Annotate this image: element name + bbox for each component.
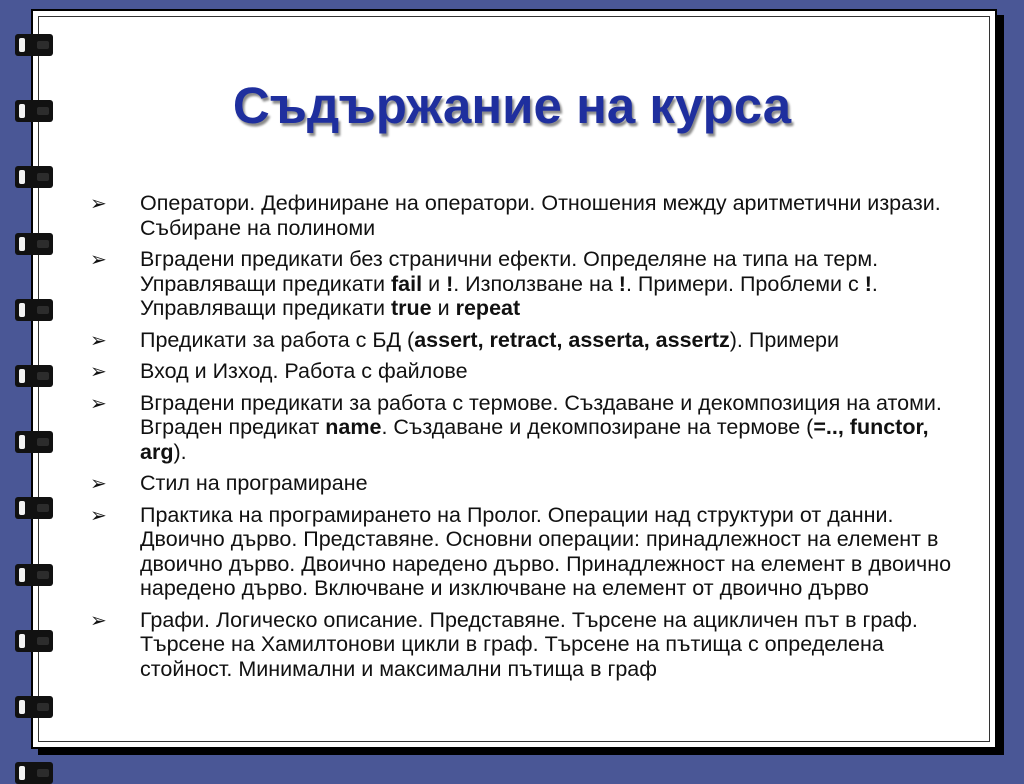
item-text: . Примери. Проблеми с (625, 271, 865, 296)
slide-title: Съдържание на курса (232, 77, 792, 134)
list-item (90, 247, 960, 321)
item-text: . Използване на (453, 271, 619, 296)
item-text: Вход и Изход. Работа с файлове (140, 359, 468, 383)
item-text: ). Примери (729, 327, 839, 352)
bold-term: fail (391, 271, 423, 296)
bold-term: true (391, 296, 432, 320)
arrow-bullet-icon: ➢ (90, 247, 107, 271)
binder-ring-icon (15, 762, 53, 784)
arrow-bullet-icon: ➢ (90, 327, 107, 352)
list-item (90, 191, 960, 240)
bullet-list (90, 191, 960, 688)
list-item (90, 503, 960, 601)
arrow-bullet-icon: ➢ (90, 390, 107, 415)
binder-ring-icon (15, 431, 53, 453)
binder-ring-icon (15, 233, 53, 255)
list-item (90, 359, 960, 384)
item-text: Вградени предикати за работа с термове. Създаване и декомпозиция на атоми. Вграден предикат (140, 390, 942, 439)
list-item (90, 391, 960, 465)
binder-ring-icon (15, 365, 53, 387)
item-text: Практика на програмирането на Пролог. Операции над структури от данни. Двоично дърво. Представяне. Основни операции: принадлежност на елемент в двоично дърво. Двоично наредено дърво. Принадлежност на елемент в двоично наредено дърво. Включване и изключване на елемент от двоично дърво (140, 502, 952, 600)
list-item (90, 471, 960, 496)
item-text: . Създаване и декомпозиране на термове ( (381, 415, 814, 439)
item-text: Оператори. Дефиниране на оператори. Отношения между аритметични изрази. Събиране на полиноми (140, 191, 941, 240)
bold-term: repeat (455, 296, 521, 320)
list-item (90, 328, 960, 353)
arrow-bullet-icon: ➢ (90, 359, 107, 383)
item-text: Графи. Логическо описание. Представяне. Търсене на ацикличен път в граф. Търсене на Хамилтонови цикли в граф. Търсене на пътища с определена стойност. Минимални и максимални пътища в граф (140, 607, 918, 681)
bold-term: ! (864, 271, 872, 296)
item-text: и (422, 271, 447, 296)
list-item (90, 608, 960, 682)
binder-ring-icon (15, 34, 53, 56)
item-text: . Управляващи предикати (140, 271, 878, 320)
item-text: Вградени предикати без странични ефекти. Определяне на типа на терм. Управляващи предикати (140, 247, 879, 296)
binder-ring-icon (15, 299, 53, 321)
item-text: Предикати за работа с БД ( (140, 327, 415, 352)
binder-ring-icon (15, 696, 53, 718)
item-text: и (431, 296, 456, 320)
binder-ring-icon (15, 497, 53, 519)
item-text: ). (173, 439, 187, 464)
arrow-bullet-icon: ➢ (90, 607, 107, 632)
binder-ring-icon (15, 630, 53, 652)
bold-term: =.., functor, arg (140, 415, 929, 464)
binder-ring-icon (15, 564, 53, 586)
item-text: Стил на програмиране (140, 471, 368, 495)
bold-term: ! (446, 271, 454, 296)
arrow-bullet-icon: ➢ (90, 191, 107, 215)
arrow-bullet-icon: ➢ (90, 471, 107, 495)
arrow-bullet-icon: ➢ (90, 502, 107, 527)
bold-term: ! (618, 271, 626, 296)
bold-term: assert, retract, asserta, assertz (414, 327, 730, 352)
bold-term: name (325, 415, 382, 439)
binder-ring-icon (15, 166, 53, 188)
